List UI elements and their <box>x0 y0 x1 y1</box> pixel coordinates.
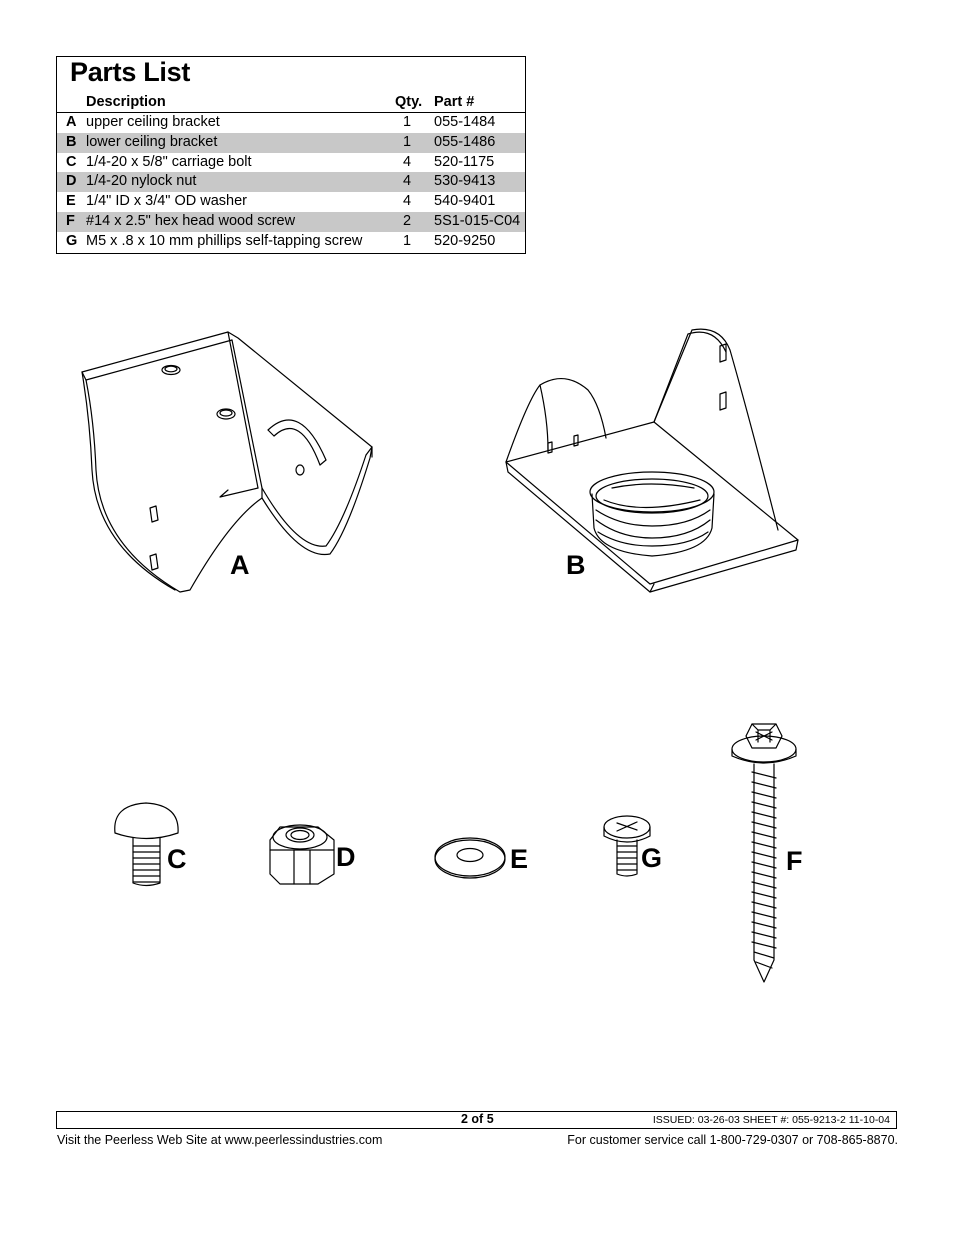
lower-ceiling-bracket-drawing <box>506 329 798 592</box>
row-qty: 1 <box>403 114 412 130</box>
row-description: 1/4-20 x 5/8" carriage bolt <box>86 153 252 170</box>
issued-info: ISSUED: 03-26-03 SHEET #: 055-9213-2 11-10-04 <box>652 1114 890 1126</box>
row-part: 5S1-015-C04 <box>434 212 521 229</box>
row-part: 520-9250 <box>434 232 496 249</box>
row-description: 1/4" ID x 3/4" OD washer <box>86 193 247 210</box>
customer-service-note: For customer service call 1-800-729-0307 or 708-865-8870. <box>567 1133 898 1147</box>
row-part: 540-9401 <box>434 193 496 210</box>
label-b: B <box>566 550 586 580</box>
nylock-nut-drawing <box>270 825 334 884</box>
row-description: 1/4-20 nylock nut <box>86 173 197 190</box>
row-part: 055-1484 <box>434 114 496 130</box>
row-qty: 1 <box>403 232 412 249</box>
upper-ceiling-bracket-drawing <box>82 332 372 592</box>
row-part: 520-1175 <box>434 153 495 170</box>
row-description: upper ceiling bracket <box>86 114 220 130</box>
header-description: Description <box>86 94 166 110</box>
row-part: 530-9413 <box>434 173 496 190</box>
page-number: 2 of 5 <box>461 1112 494 1126</box>
row-qty: 2 <box>403 212 412 229</box>
washer-drawing <box>435 838 505 878</box>
parts-list-title: Parts List <box>70 57 191 87</box>
row-letter: D <box>66 173 77 190</box>
label-c: C <box>167 844 187 874</box>
header-qty: Qty. <box>395 94 423 110</box>
row-description: lower ceiling bracket <box>86 133 218 150</box>
row-letter: C <box>66 153 77 170</box>
row-qty: 4 <box>403 153 412 170</box>
label-d: D <box>336 842 356 872</box>
label-e: E <box>510 844 529 874</box>
label-g: G <box>641 843 663 873</box>
row-qty: 4 <box>403 173 412 190</box>
row-part: 055-1486 <box>434 133 496 150</box>
row-letter: A <box>66 114 77 130</box>
label-a: A <box>230 550 250 580</box>
label-f: F <box>786 846 803 876</box>
header-part: Part # <box>434 94 475 110</box>
row-letter: B <box>66 133 77 150</box>
row-qty: 1 <box>403 133 412 150</box>
row-letter: E <box>66 193 76 210</box>
row-description: M5 x .8 x 10 mm phillips self-tapping screw <box>86 232 363 249</box>
footer-bar <box>56 1111 897 1129</box>
row-letter: F <box>66 212 75 229</box>
row-letter: G <box>66 232 78 249</box>
website-note: Visit the Peerless Web Site at www.peerlessindustries.com <box>57 1133 383 1147</box>
row-qty: 4 <box>403 193 412 210</box>
row-description: #14 x 2.5" hex head wood screw <box>86 212 296 229</box>
